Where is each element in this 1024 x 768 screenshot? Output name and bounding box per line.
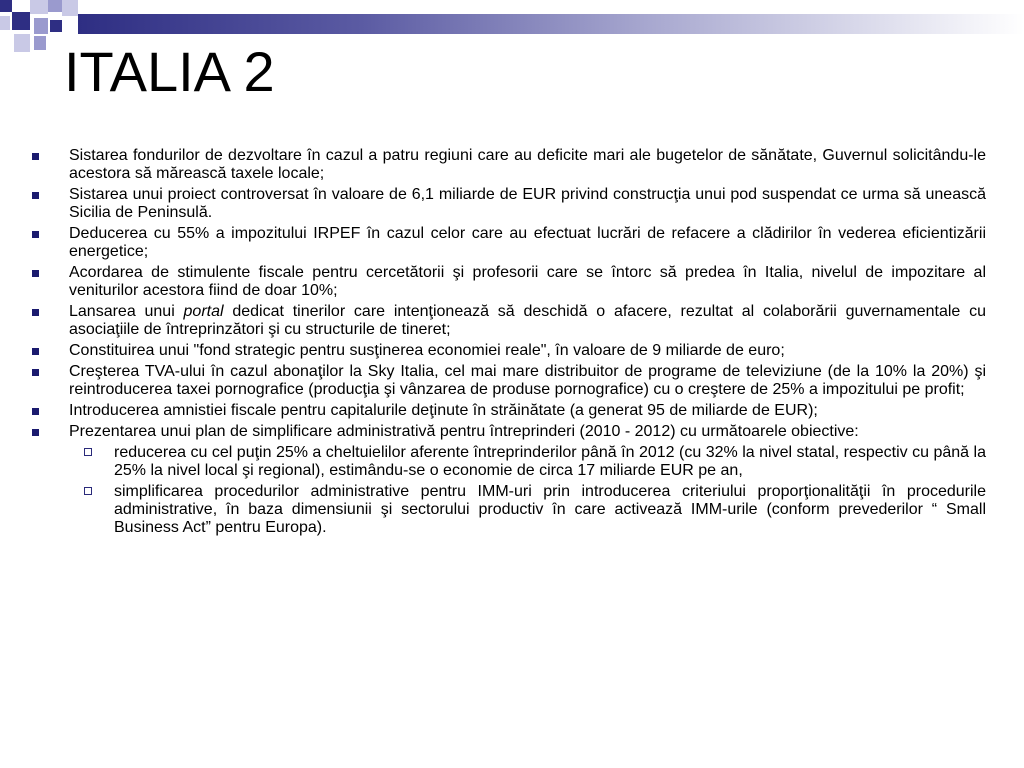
square-bullet-icon	[32, 408, 39, 415]
square-bullet-icon	[32, 429, 39, 436]
square-bullet-icon	[32, 231, 39, 238]
square-bullet-icon	[32, 153, 39, 160]
square-bullet-icon	[32, 369, 39, 376]
list-item: Sistarea fondurilor de dezvoltare în cazul a patru regiuni care au deficite mari ale bugetelor de sănătate, Guvernul solicitându-le acestora să mărească taxele locale;	[30, 147, 986, 183]
header-gradient-band	[78, 14, 1024, 34]
square-bullet-icon	[32, 348, 39, 355]
square-bullet-icon	[32, 309, 39, 316]
square-bullet-icon	[32, 270, 39, 277]
decor-square	[12, 12, 30, 30]
decor-square	[0, 0, 12, 12]
decor-square	[34, 36, 46, 50]
decor-square	[62, 0, 78, 16]
decor-square	[34, 18, 48, 34]
sub-list-item: simplificarea procedurilor administrative pentru IMM-uri prin introducerea criteriului proporţionalităţii în procedurile administrative, în baza dimensiunii şi sectorului productiv în care activează IMM-urile (conform prevederilor “ Small Business Act” pentru Europa).	[30, 483, 986, 537]
decor-square	[50, 20, 62, 32]
decor-square	[48, 0, 62, 12]
slide-title: ITALIA 2	[64, 40, 275, 103]
list-item: Prezentarea unui plan de simplificare administrativă pentru întreprinderi (2010 - 2012) cu următoarele obiective:	[30, 423, 986, 441]
list-item: Constituirea unui "fond strategic pentru susţinerea economiei reale", în valoare de 9 miliarde de euro;	[30, 342, 986, 360]
decor-square	[30, 0, 48, 14]
square-bullet-icon	[32, 192, 39, 199]
list-item: Creşterea TVA-ului în cazul abonaţilor la Sky Italia, cel mai mare distribuitor de programe de televiziune (de la 10% la 20%) şi reintroducerea taxei pornografice (producţia şi vânzarea de produse pornografice) cu o creştere de 25% a impozitului pe profit;	[30, 363, 986, 399]
list-item: Deducerea cu 55% a impozitului IRPEF în cazul celor care au efectuat lucrări de refacere a clădirilor în vederea eficientizării energetice;	[30, 225, 986, 261]
sub-list-item: reducerea cu cel puţin 25% a cheltuielilor aferente întreprinderilor până în 2012 (cu 32% la nivel statal, respectiv cu până la 25% la nivel local şi regional), estimându-se o economie de circa 17 miliarde EUR pe an,	[30, 444, 986, 480]
bullet-list	[30, 147, 986, 540]
list-item: Sistarea unui proiect controversat în valoare de 6,1 miliarde de EUR privind construcţia unui pod suspendat ce urma să unească Sicilia de Peninsulă.	[30, 186, 986, 222]
list-item: Lansarea unui portal dedicat tinerilor care intenţionează să deschidă o afacere, rezultat al colaborării guvernamentale cu asociaţiile de întreprinzători şi cu structurile de tineret;	[30, 303, 986, 339]
decor-square	[0, 16, 10, 30]
hollow-square-bullet-icon	[84, 448, 92, 456]
list-item: Acordarea de stimulente fiscale pentru cercetătorii şi profesorii care se întorc să predea în Italia, nivelul de impozitare al veniturilor acestora fiind de doar 10%;	[30, 264, 986, 300]
hollow-square-bullet-icon	[84, 487, 92, 495]
decor-square	[14, 34, 30, 52]
list-item: Introducerea amnistiei fiscale pentru capitalurile deţinute în străinătate (a generat 95 de miliarde de EUR);	[30, 402, 986, 420]
